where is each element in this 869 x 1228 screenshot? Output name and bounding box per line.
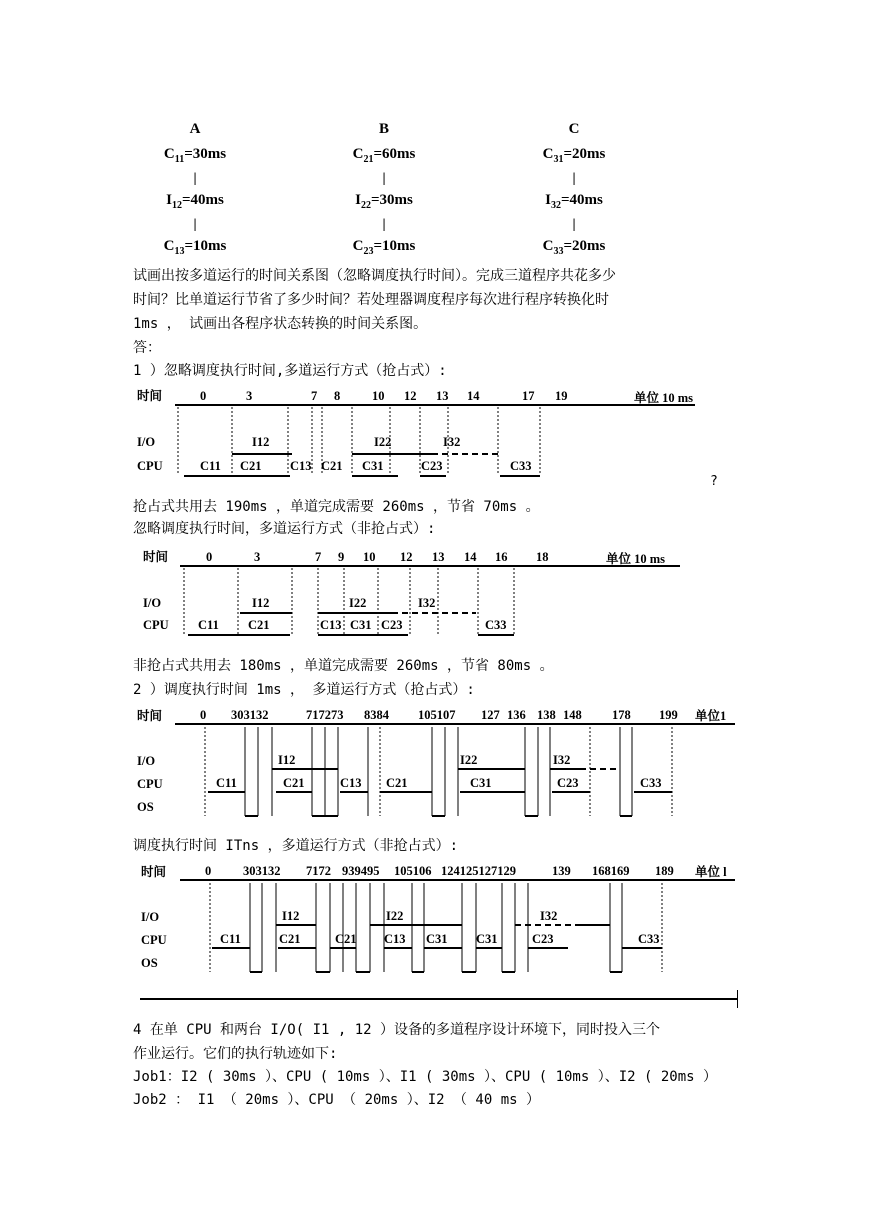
d4-tick: 939495 <box>342 864 380 878</box>
d3-cpu-label: CPU <box>137 777 163 791</box>
d4-cpu-bar: C21 <box>279 932 301 946</box>
d2-cpu-bar: C13 <box>320 618 342 632</box>
d1-io-label: I/O <box>137 435 156 449</box>
d2-tick: 7 <box>315 550 322 564</box>
d3-io-bar: I12 <box>278 753 296 767</box>
program-io: $I_{22}=30ms$ <box>355 192 413 211</box>
section-1-result: 抢占式共用去 190ms ，单道完成需要 260ms ，节省 70ms 。 <box>133 499 540 515</box>
d1-cpu-bar: C21 <box>321 459 343 473</box>
d4-cpu-bar: C21 <box>335 932 357 946</box>
connector: | <box>382 171 386 186</box>
d4-time-label: 时间 <box>141 865 167 879</box>
question-line-2: 时间？比单道运行节省了多少时间？若处理器调度程序每次进行程序转换化时 <box>133 292 609 308</box>
program-cpu-1: $C_{21}=60ms$ <box>352 146 416 165</box>
d3-io-bar: I32 <box>553 753 571 767</box>
d3-cpu-bar: C31 <box>470 776 492 790</box>
d1-io-bar: I32 <box>443 435 461 449</box>
d2-tick: 0 <box>206 550 213 564</box>
d4-os-label: OS <box>141 956 158 970</box>
d3-tick: 138 <box>537 708 556 722</box>
d1-cpu-bar: C11 <box>200 459 221 473</box>
section-3-title: 2 ）调度执行时间 1ms ， 多道运行方式（抢占式）: <box>133 682 475 698</box>
d1-tick: 17 <box>522 389 535 403</box>
d3-tick: 0 <box>200 708 207 722</box>
d3-cpu-bar: C13 <box>340 776 362 790</box>
d3-cpu-bar: C33 <box>640 776 662 790</box>
d4-unit-label: 单位 l <box>695 865 727 879</box>
d1-tick: 7 <box>311 389 318 403</box>
d4-tick: 105106 <box>394 864 432 878</box>
d3-cpu-bar: C21 <box>386 776 408 790</box>
d1-io-bar: I22 <box>374 435 392 449</box>
timing-diagram-3 <box>0 700 869 825</box>
d4-cpu-bar: C33 <box>638 932 660 946</box>
d2-cpu-bar: C31 <box>350 618 372 632</box>
q4-line-4: Job2 ： I1 （ 20ms ）、CPU （ 20ms ）、I2 （ 40 ms ） <box>133 1092 541 1108</box>
d4-tick: 189 <box>655 864 674 878</box>
d4-io-label: I/O <box>141 910 160 924</box>
section-divider <box>140 998 738 1000</box>
d2-cpu-bar: C21 <box>248 618 270 632</box>
d1-tick: 12 <box>404 389 417 403</box>
d4-tick: 139 <box>552 864 571 878</box>
d1-unit-label: 单位 10 ms <box>634 391 694 405</box>
d4-tick: 7172 <box>306 864 331 878</box>
d2-tick: 18 <box>536 550 549 564</box>
d1-tick: 14 <box>467 389 480 403</box>
stray-question-mark: ? <box>710 474 718 489</box>
d3-tick: 148 <box>563 708 582 722</box>
d3-tick: 717273 <box>306 708 344 722</box>
divider-end-mark <box>737 990 738 1008</box>
d2-cpu-bar: C23 <box>381 618 403 632</box>
q4-line-1: 4 在单 CPU 和两台 I/O( I1 , 12 ）设备的多道程序设计环境下，同时投入三个 <box>133 1022 661 1038</box>
connector: | <box>382 217 386 232</box>
d3-cpu-bar: C23 <box>557 776 579 790</box>
d2-tick: 3 <box>254 550 261 564</box>
d4-io-bar: I32 <box>540 909 558 923</box>
d3-tick: 136 <box>507 708 526 722</box>
d2-io-bar: I22 <box>349 596 367 610</box>
d3-tick: 105107 <box>418 708 456 722</box>
d1-cpu-bar: C33 <box>510 459 532 473</box>
connector: | <box>572 171 576 186</box>
program-cpu-2: $C_{33}=20ms$ <box>542 238 606 257</box>
d4-cpu-bar: C31 <box>426 932 448 946</box>
d1-cpu-label: CPU <box>137 459 163 473</box>
d3-tick: 8384 <box>364 708 389 722</box>
d1-tick: 13 <box>436 389 449 403</box>
section-1-title: 1 ）忽略调度执行时间,多道运行方式（抢占式）: <box>133 363 447 379</box>
d2-tick: 10 <box>363 550 376 564</box>
d1-tick: 10 <box>372 389 385 403</box>
d4-tick: 168169 <box>592 864 630 878</box>
connector: | <box>572 217 576 232</box>
d2-io-label: I/O <box>143 596 162 610</box>
d1-cpu-bar: C13 <box>290 459 312 473</box>
d2-cpu-label: CPU <box>143 618 169 632</box>
program-cpu-1: $C_{31}=20ms$ <box>542 146 606 165</box>
d4-io-bar: I12 <box>282 909 300 923</box>
d2-io-bar: I12 <box>252 596 270 610</box>
d2-unit-label: 单位 10 ms <box>606 552 666 566</box>
d3-io-label: I/O <box>137 754 156 768</box>
d4-cpu-bar: C23 <box>532 932 554 946</box>
d4-tick: 0 <box>205 864 212 878</box>
section-4-title: 调度执行时间 ITns ，多道运行方式（非抢占式）: <box>133 838 458 854</box>
d3-tick: 127 <box>481 708 500 722</box>
d2-tick: 16 <box>495 550 508 564</box>
d4-cpu-bar: C11 <box>220 932 241 946</box>
d4-cpu-bar: C31 <box>476 932 498 946</box>
d2-tick: 9 <box>338 550 345 564</box>
question-line-3: 1ms ， 试画出各程序状态转换的时间关系图。 <box>133 316 428 332</box>
d2-cpu-bar: C11 <box>198 618 219 632</box>
program-name: C <box>568 121 580 137</box>
d2-time-label: 时间 <box>143 550 169 564</box>
d2-io-bar: I32 <box>418 596 436 610</box>
d2-tick: 14 <box>464 550 477 564</box>
d4-cpu-bar: C13 <box>384 932 406 946</box>
d4-tick: 303132 <box>243 864 281 878</box>
d4-io-bar: I22 <box>386 909 404 923</box>
program-io: $I_{12}=40ms$ <box>166 192 224 211</box>
program-cpu-2: $C_{13}=10ms$ <box>163 238 227 257</box>
d1-io-bar: I12 <box>252 435 270 449</box>
section-2-title: 忽略调度执行时间，多道运行方式（非抢占式）: <box>133 521 436 537</box>
d1-tick: 19 <box>555 389 568 403</box>
d1-cpu-bar: C21 <box>240 459 262 473</box>
program-name: B <box>378 121 390 137</box>
timing-diagram-4 <box>0 856 869 981</box>
d2-tick: 12 <box>400 550 413 564</box>
d3-os-label: OS <box>137 800 154 814</box>
section-2-result: 非抢占式共用去 180ms ，单道完成需要 260ms ，节省 80ms 。 <box>133 658 554 674</box>
connector: | <box>193 217 197 232</box>
d3-tick: 178 <box>612 708 631 722</box>
d3-cpu-bar: C11 <box>216 776 237 790</box>
timing-diagram-2 <box>0 541 869 651</box>
d1-tick: 8 <box>334 389 341 403</box>
d1-tick: 0 <box>200 389 207 403</box>
d1-cpu-bar: C31 <box>362 459 384 473</box>
program-io: $I_{32}=40ms$ <box>545 192 603 211</box>
d3-tick: 199 <box>659 708 678 722</box>
d1-cpu-bar: C23 <box>421 459 443 473</box>
d3-unit-label: 单位1 <box>695 709 727 723</box>
answer-label: 答： <box>133 340 161 356</box>
program-name: A <box>189 121 201 137</box>
q4-line-2: 作业运行。它们的执行轨迹如下: <box>133 1046 338 1062</box>
connector: | <box>193 171 197 186</box>
program-table-svg <box>0 0 869 265</box>
d1-time-label: 时间 <box>137 389 163 403</box>
d3-io-bar: I22 <box>460 753 478 767</box>
d2-tick: 13 <box>432 550 445 564</box>
program-cpu-1: $C_{11}=30ms$ <box>163 146 227 165</box>
d4-tick: 124125127129 <box>441 864 516 878</box>
d3-time-label: 时间 <box>137 709 163 723</box>
question-line-1: 试画出按多道运行的时间关系图（忽略调度执行时间）。完成三道程序共花多少 <box>133 268 616 284</box>
timing-diagram-1 <box>0 380 869 490</box>
program-cpu-2: $C_{23}=10ms$ <box>352 238 416 257</box>
d3-tick: 303132 <box>231 708 269 722</box>
d2-cpu-bar: C33 <box>485 618 507 632</box>
d3-cpu-bar: C21 <box>283 776 305 790</box>
q4-line-3: Job1：I2 ( 30ms ）、CPU ( 10ms ）、I1 ( 30ms ）、CPU ( 10ms ）、I2 ( 20ms ） <box>133 1069 718 1085</box>
d4-cpu-label: CPU <box>141 933 167 947</box>
d1-tick: 3 <box>246 389 253 403</box>
